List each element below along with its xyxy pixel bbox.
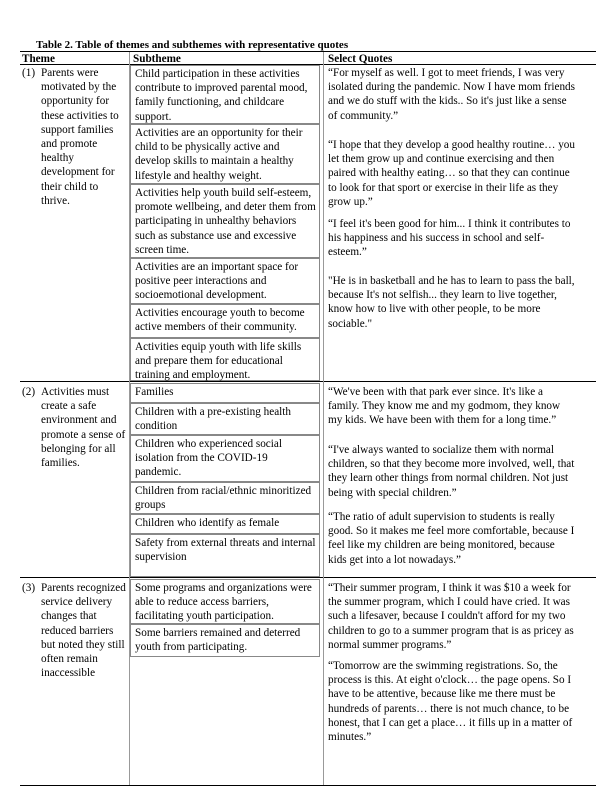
subtheme-cell: Child participation in these activities contribute to improved parental mood, family functioning, and childcare support. [130,65,320,124]
subtheme-cell: Activities equip youth with life skills and prepare them for educational training and employment. [130,338,320,381]
theme-number: (3) [22,582,36,594]
row-divider [20,577,596,578]
quote: “We've been with that park ever since. It's like a family. They know me and my godmom, they know my kids. We have been with them for a long time.” [328,386,561,427]
subtheme-cell: Activities help youth build self-esteem, promote wellbeing, and deter them from participating in unhealthy behaviors such as substance use and excessive screen time. [130,184,320,258]
quote: “I feel it's been good for him... I think it contributes to his happiness and his success in school and self-esteem.” [328,218,571,259]
theme-text: Parents were motivated by the opportunity for these activities to support families and promote healthy development for their child to thrive. [41,67,119,207]
header-subtheme: Subtheme [133,53,181,65]
column-divider [323,52,324,785]
subtheme-cell: Some programs and organizations were able to reduce access barriers, facilitating youth participation. [130,579,320,624]
header-theme: Theme [22,53,55,65]
table-bottom-rule [20,785,596,786]
subtheme-cell: Some barriers remained and deterred youth from participating. [130,624,320,657]
quote: “I hope that they develop a good healthy routine… you let them grow up and continue exercising and then paired with healthy eating… so that they can continue to look for that sport or exercise in their life as they grow up.” [328,139,575,208]
subtheme-cell: Children from racial/ethnic minoritized groups [130,482,320,514]
theme-number: (2) [22,386,36,398]
subtheme-cell: Children who experienced social isolation from the COVID-19 pandemic. [130,435,320,482]
table-caption: Table 2. Table of themes and subthemes with representative quotes [36,39,349,51]
quote: “Their summer program, I think it was $10 a week for the summer program, which I could have cried. It was such a lifesaver, because I couldn't afford for my two children to go to a summer program that is as pricey as normal summer programs.” [328,582,574,651]
subtheme-cell: Families [130,383,320,403]
header-quotes: Select Quotes [328,53,393,65]
subtheme-cell: Activities are an opportunity for their child to be physically active and develop skills to maintain a healthy lifestyle and healthy weight. [130,124,320,184]
theme-number: (1) [22,67,36,79]
subtheme-cell: Activities are an important space for positive peer interactions and socioemotional development. [130,258,320,304]
quote: “The ratio of adult supervision to students is really good. So it makes me feel more comfortable, because I feel like my children are being monitored, because kids get into a lot nowadays.” [328,511,575,566]
subtheme-cell: Activities encourage youth to become active members of their community. [130,304,320,338]
quote: “Tomorrow are the swimming registrations. So, the process is this. At eight o'clock… the page opens. So I have to be attentive, because like me there must be hundreds of parents… there is not much chance, to be honest, that I can get a place… it fills up in a matter of minutes.” [328,660,573,744]
table-top-rule [20,51,596,52]
subtheme-cell: Children who identify as female [130,514,320,534]
subtheme-cell: Children with a pre-existing health condition [130,403,320,435]
quote: "He is in basketball and he has to learn to pass the ball, because It's not selfish... they learn to live together, know how to live with other people, to be more sociable." [328,275,575,330]
theme-text: Activities must create a safe environment and promote a sense of belonging for all families. [41,386,126,470]
theme-text: Parents recognized service delivery changes that reduced barriers but noted they still often remain inaccessible [41,582,126,680]
quote: “I've always wanted to socialize them with normal children, so that they become more involved, well, that they learn other things from normal children. Not just being with special children.” [328,444,575,499]
row-divider [20,381,596,382]
subtheme-cell: Safety from external threats and internal supervision [130,534,320,577]
quote: “For myself as well. I got to meet friends, I was very isolated during the pandemic. Now I have mom friends and we do stuff with the kids.. So it's just like a sense of community.” [328,67,575,122]
